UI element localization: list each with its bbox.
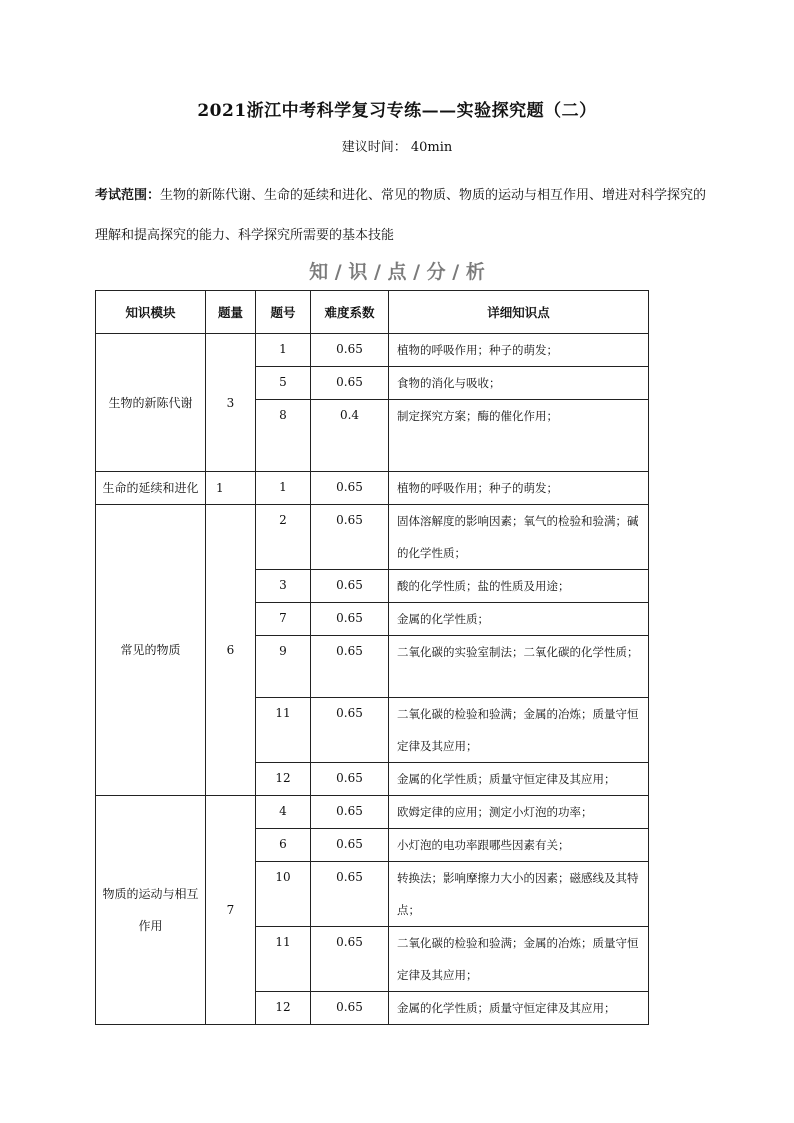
detail-text: 金属的化学性质；质量守恒定律及其应用； (397, 1001, 616, 1015)
question-number-cell: 2 (256, 505, 311, 570)
question-number-cell: 11 (256, 927, 311, 992)
detail-cell (389, 472, 649, 505)
header-number: 题号 (256, 291, 311, 334)
detail-text: 二氧化碳的检验和验满；金属的冶炼；质量守恒定律及其应用； (397, 936, 639, 982)
detail-cell (389, 570, 649, 603)
question-number-cell: 1 (256, 472, 311, 505)
detail-text: 二氧化碳的检验和验满；金属的冶炼；质量守恒定律及其应用； (397, 707, 639, 753)
detail-cell (389, 603, 649, 636)
knowledge-table (95, 290, 649, 1025)
detail-cell (389, 992, 649, 1025)
exam-scope-label: 考试范围： (95, 188, 161, 203)
table-row (96, 796, 649, 829)
difficulty-cell: 0.65 (311, 334, 389, 367)
question-number-cell: 12 (256, 763, 311, 796)
suggested-time: 建议时间： 40min (341, 140, 453, 155)
detail-cell (389, 698, 649, 763)
question-number-cell: 5 (256, 367, 311, 400)
detail-text: 欧姆定律的应用；测定小灯泡的功率； (397, 805, 593, 819)
difficulty-cell: 0.65 (311, 796, 389, 829)
detail-text: 固体溶解度的影响因素；氧气的检验和验满；碱的化学性质； (397, 514, 639, 560)
detail-text: 二氧化碳的实验室制法；二氧化碳的化学性质； (397, 645, 639, 659)
detail-text: 植物的呼吸作用；种子的萌发； (397, 481, 558, 495)
header-difficulty: 难度系数 (311, 291, 389, 334)
header-module: 知识模块 (96, 291, 206, 334)
module-cell: 物质的运动与相互作用 (96, 796, 206, 1025)
detail-cell (389, 334, 649, 367)
detail-cell (389, 796, 649, 829)
detail-cell (389, 763, 649, 796)
table-row (96, 334, 649, 367)
exam-scope-text: 生物的新陈代谢、生命的延续和进化、常见的物质、物质的运动与相互作用、增进对科学探究的理解和提高探究的能力、科学探究所需要的基本技能 (95, 188, 707, 243)
header-count: 题量 (206, 291, 256, 334)
detail-text: 金属的化学性质； (397, 612, 489, 626)
detail-text: 制定探究方案；酶的催化作用； (397, 409, 558, 423)
difficulty-cell: 0.65 (311, 505, 389, 570)
table-body (96, 334, 649, 1025)
difficulty-cell: 0.65 (311, 570, 389, 603)
module-cell: 常见的物质 (96, 505, 206, 796)
question-number-cell: 9 (256, 636, 311, 698)
table-header-row (96, 291, 649, 334)
exam-scope (95, 176, 715, 256)
question-number-cell: 11 (256, 698, 311, 763)
count-cell: 1 (206, 472, 256, 505)
detail-text: 植物的呼吸作用；种子的萌发； (397, 343, 558, 357)
difficulty-cell: 0.65 (311, 829, 389, 862)
detail-text: 酸的化学性质；盐的性质及用途； (397, 579, 570, 593)
detail-text: 金属的化学性质；质量守恒定律及其应用； (397, 772, 616, 786)
difficulty-cell: 0.65 (311, 367, 389, 400)
question-number-cell: 7 (256, 603, 311, 636)
count-cell: 3 (206, 334, 256, 472)
detail-text: 食物的消化与吸收； (397, 376, 501, 390)
knowledge-analysis-heading: 知 / 识 / 点 / 分 / 析 (309, 261, 485, 283)
detail-cell (389, 636, 649, 698)
question-number-cell: 12 (256, 992, 311, 1025)
difficulty-cell: 0.65 (311, 636, 389, 698)
detail-cell (389, 862, 649, 927)
difficulty-cell: 0.4 (311, 400, 389, 472)
difficulty-cell: 0.65 (311, 603, 389, 636)
difficulty-cell: 0.65 (311, 472, 389, 505)
detail-cell (389, 505, 649, 570)
question-number-cell: 4 (256, 796, 311, 829)
table-row (96, 505, 649, 570)
count-cell: 7 (206, 796, 256, 1025)
question-number-cell: 10 (256, 862, 311, 927)
difficulty-cell: 0.65 (311, 927, 389, 992)
count-cell: 6 (206, 505, 256, 796)
difficulty-cell: 0.65 (311, 992, 389, 1025)
detail-cell (389, 927, 649, 992)
document-title: 2021浙江中考科学复习专练——实验探究题（二） (197, 101, 597, 121)
detail-cell (389, 400, 649, 472)
question-number-cell: 8 (256, 400, 311, 472)
question-number-cell: 3 (256, 570, 311, 603)
detail-text: 小灯泡的电功率跟哪些因素有关； (397, 838, 570, 852)
detail-text: 转换法；影响摩擦力大小的因素；磁感线及其特点； (397, 871, 639, 917)
difficulty-cell: 0.65 (311, 862, 389, 927)
question-number-cell: 6 (256, 829, 311, 862)
header-detail: 详细知识点 (389, 291, 649, 334)
module-cell: 生物的新陈代谢 (96, 334, 206, 472)
difficulty-cell: 0.65 (311, 763, 389, 796)
detail-cell (389, 829, 649, 862)
difficulty-cell: 0.65 (311, 698, 389, 763)
module-cell: 生命的延续和进化 (96, 472, 206, 505)
table-row (96, 472, 649, 505)
question-number-cell: 1 (256, 334, 311, 367)
detail-cell (389, 367, 649, 400)
